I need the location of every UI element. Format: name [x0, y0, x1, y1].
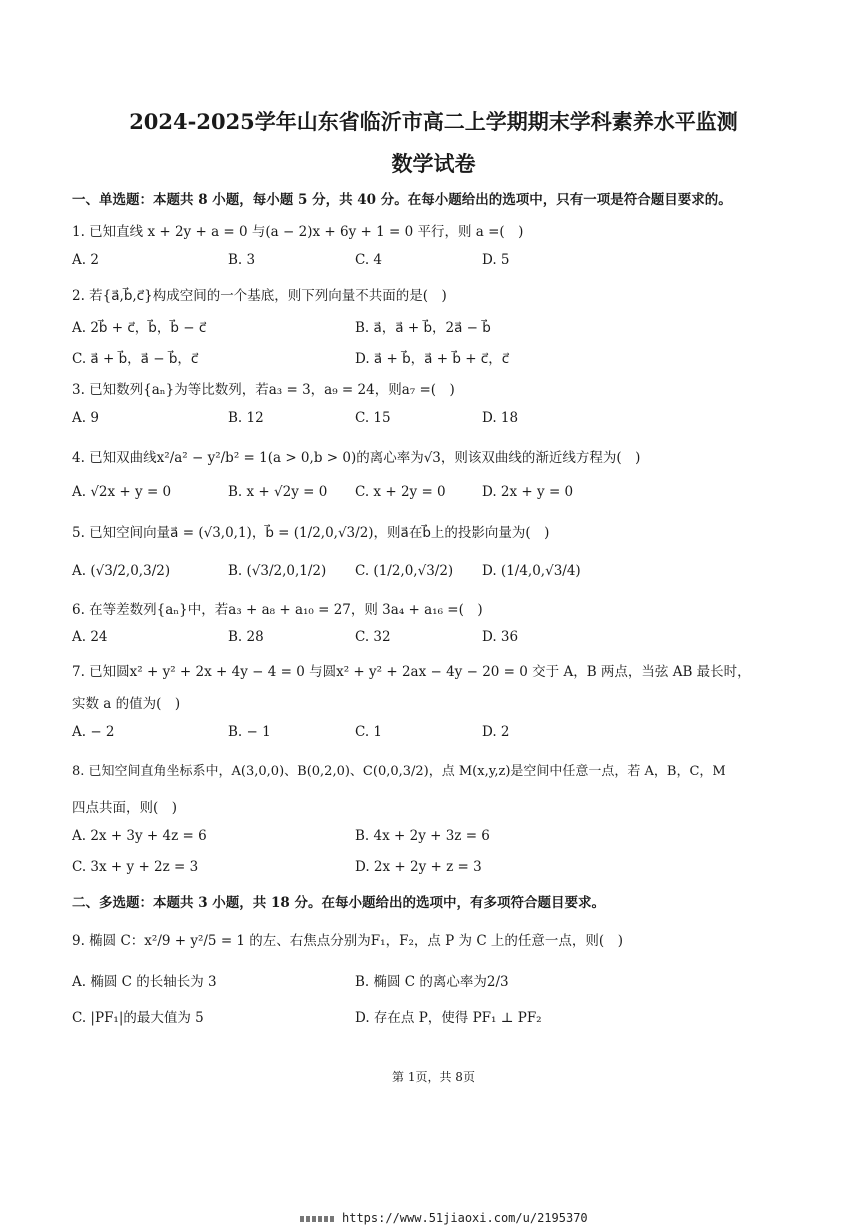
page-number: 第 1页，共 8页: [392, 1070, 475, 1084]
page-subtitle: 数学试卷: [391, 151, 476, 176]
question-6-option-d: D. 36: [482, 629, 519, 645]
question-6-stem: 6. 在等差数列{aₙ}中，若a₃ + a₈ + a₁₀ = 27，则 3a₄ + a₁₆ =( ): [72, 602, 483, 618]
question-7-option-a: A. − 2: [72, 724, 115, 740]
question-8-stem-cont: 四点共面，则( ): [72, 800, 178, 816]
question-2-stem: 2. 若{a⃗,b⃗,c⃗}构成空间的一个基底，则下列向量不共面的是( ): [72, 288, 447, 304]
question-8-option-c: C. 3x + y + 2z = 3: [72, 859, 199, 875]
page-title: 2024-2025学年山东省临沂市高二上学期期末学科素养水平监测: [129, 109, 738, 134]
question-2-option-b: B. a⃗，a⃗ + b⃗，2a⃗ − b⃗: [355, 320, 491, 336]
question-3-option-d: D. 18: [482, 410, 519, 426]
question-1-option-d: D. 5: [482, 252, 510, 268]
source-url[interactable]: [300, 1211, 588, 1225]
question-3-option-b: B. 12: [228, 410, 264, 426]
section-heading-multi-choice: 二、多选题：本题共 3 小题，共 18 分。在每小题给出的选项中，有多项符合题目要求。: [72, 895, 605, 911]
question-8-stem: 8. 已知空间直角坐标系中，A(3,0,0)、B(0,2,0)、C(0,0,3/2)，点 M(x,y,z)是空间中任意一点，若 A，B，C，M: [72, 764, 726, 779]
source-url-text: https://www.51jiaoxi.com/u/2195370: [342, 1211, 588, 1225]
question-7-option-b: B. − 1: [228, 724, 271, 740]
question-1-option-b: B. 3: [228, 252, 256, 268]
question-7-option-d: D. 2: [482, 724, 510, 740]
question-1-option-c: C. 4: [355, 252, 383, 268]
question-6-option-a: A. 24: [72, 629, 108, 645]
question-2-option-d: D. a⃗ + b⃗，a⃗ + b⃗ + c⃗，c⃗: [355, 351, 510, 367]
question-8-option-a: A. 2x + 3y + 4z = 6: [72, 828, 207, 844]
question-4-option-a: A. √2x + y = 0: [72, 484, 172, 500]
section-heading-single-choice: 一、单选题：本题共 8 小题，每小题 5 分，共 40 分。在每小题给出的选项中，只有一项是符合题目要求的。: [72, 192, 732, 208]
question-1-stem: 1. 已知直线 x + 2y + a = 0 与(a − 2)x + 6y + 1 = 0 平行，则 a =( ): [72, 224, 524, 240]
question-9-option-c: C. |PF₁|的最大值为 5: [72, 1010, 204, 1026]
question-9-option-a: A. 椭圆 C 的长轴长为 3: [72, 974, 217, 990]
question-6-option-b: B. 28: [228, 629, 264, 645]
question-7-stem-cont: 实数 a 的值为( ): [72, 696, 181, 712]
question-9-option-b: B. 椭圆 C 的离心率为2/3: [355, 974, 509, 990]
question-7-option-c: C. 1: [355, 724, 383, 740]
question-8-option-b: B. 4x + 2y + 3z = 6: [355, 828, 490, 844]
question-4-option-c: C. x + 2y = 0: [355, 484, 446, 500]
question-2-option-c: C. a⃗ + b⃗，a⃗ − b⃗，c⃗: [72, 351, 199, 367]
question-5-option-b: B. (√3/2,0,1/2): [228, 563, 327, 579]
question-2-option-a: A. 2b⃗ + c⃗，b⃗，b⃗ − c⃗: [72, 320, 207, 336]
question-6-option-c: C. 32: [355, 629, 391, 645]
watermark-logo-icon: [300, 1216, 336, 1222]
question-1-option-a: A. 2: [72, 252, 99, 268]
question-8-option-d: D. 2x + 2y + z = 3: [355, 859, 482, 875]
question-9-option-d: D. 存在点 P，使得 PF₁ ⊥ PF₂: [355, 1010, 542, 1026]
question-4-option-b: B. x + √2y = 0: [228, 484, 328, 500]
question-5-option-a: A. (√3/2,0,3/2): [72, 563, 171, 579]
question-5-option-d: D. (1/4,0,√3/4): [482, 563, 581, 579]
question-7-stem: 7. 已知圆x² + y² + 2x + 4y − 4 = 0 与圆x² + y² + 2ax − 4y − 20 = 0 交于 A，B 两点，当弦 AB 最长时，: [72, 664, 751, 680]
question-3-option-c: C. 15: [355, 410, 391, 426]
question-4-stem: 4. 已知双曲线x²/a² − y²/b² = 1(a > 0,b > 0)的离心率为√3，则该双曲线的渐近线方程为( ): [72, 450, 641, 466]
question-5-stem: 5. 已知空间向量a⃗ = (√3,0,1)，b⃗ = (1/2,0,√3/2)，则a⃗在b⃗上的投影向量为( ): [72, 525, 550, 541]
question-5-option-c: C. (1/2,0,√3/2): [355, 563, 454, 579]
question-9-stem: 9. 椭圆 C：x²/9 + y²/5 = 1 的左、右焦点分别为F₁，F₂，点 P 为 C 上的任意一点，则( ): [72, 933, 623, 949]
question-3-option-a: A. 9: [72, 410, 99, 426]
question-3-stem: 3. 已知数列{aₙ}为等比数列，若a₃ = 3，a₉ = 24，则a₇ =( ): [72, 382, 455, 398]
question-4-option-d: D. 2x + y = 0: [482, 484, 574, 500]
